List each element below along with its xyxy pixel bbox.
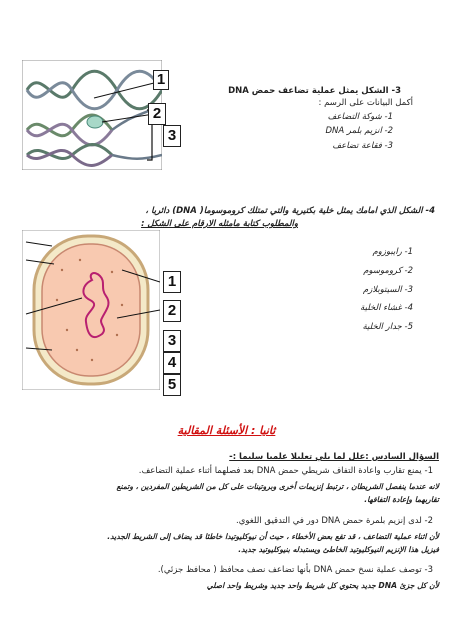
- q4-item-1: 1- رايبوزوم: [372, 247, 413, 257]
- q3-item-2: 2- انزيم بلمر DNA: [325, 126, 393, 136]
- q4-line-2: والمطلوب كتابة مامثله الارقام على الشكل :: [141, 219, 298, 229]
- q4-item-2: 2- كروموسوم: [363, 266, 413, 276]
- section2-title: ثانيا : الأسئلة المقالية: [177, 424, 276, 437]
- dna-helix-drawing: [22, 60, 162, 170]
- figure2-label-4: 4: [163, 352, 181, 374]
- figure1-label-3: 3: [163, 125, 181, 147]
- q3-item-3: 3- فقاعة تضاعف: [332, 141, 393, 151]
- figure2-label-2: 2: [163, 300, 181, 322]
- essay-q3-text: 3- توصف عملية نسخ حمض DNA بأنها تضاعف نصف محافظ ( محافظ جزئي).: [157, 565, 433, 575]
- q3-instruction: أكمل البيانات على الرسم :: [318, 98, 413, 108]
- essay-q3-answer-1: لأن كل جزئ DNA جديد يحتوي كل شريط واحد جديد وشريط واحد اصلي: [206, 581, 439, 590]
- q4-item-5: 5- جدار الخلية: [362, 322, 413, 332]
- q4-item-3: 3- السيتوبلازم: [362, 285, 413, 295]
- essay-q1-answer-2: تقاربهما وإعادة التفافها.: [364, 495, 439, 504]
- figure2-label-5: 5: [163, 374, 181, 396]
- essay-q2-text: 2- لدى إنزيم بلمرة حمض DNA دور في التدقيق اللغوي.: [236, 516, 433, 526]
- q3-heading: 3- الشكل يمثل عملية تضاعف حمض DNA: [228, 86, 401, 96]
- question6-heading: السؤال السادس :علل لما يلي تعليلا علميا سليما :-: [229, 452, 439, 462]
- q4-item-4: 4- غشاء الخلية: [360, 303, 413, 313]
- figure1-label-2: 2: [148, 103, 166, 125]
- essay-q2-answer-1: لأن اثناء عملية التضاعف ، قد تقع بعض الأخطاء ، حيث أن نيوكليوتيدا خاطئا قد يضاف إلى الشريط الجديد.: [107, 532, 439, 541]
- figure2-label-3: 3: [163, 330, 181, 352]
- figure2-label-1: 1: [163, 271, 181, 293]
- dna-replication-figure: [22, 60, 162, 170]
- bacterial-cell-figure: [22, 230, 160, 390]
- q4-line-1: 4- الشكل الذي امامك يمثل خلية بكتيرية والتي تمتلك كروموسوما( DNA) دائريا ،: [145, 206, 435, 216]
- essay-q1-text: 1- يمنع تقارب واعادة التفاف شريطي حمض DNA بعد فصلهما أثناء عملية التضاعف.: [138, 466, 433, 476]
- essay-q2-answer-2: فيزيل هذا الإنزيم النيوكليوتيد الخاطئ ويستبدله بنيوكليوتيد جديد.: [238, 545, 439, 554]
- q3-item-1: 1- شوكة التضاعف: [327, 112, 393, 122]
- bacteria-drawing: [22, 230, 160, 390]
- figure1-label-1: 1: [153, 70, 169, 90]
- essay-q1-answer-1: لانه عندما ينفصل الشريطان ، ترتبط إنزيمات أخرى وبروتينات على كل من الشريطين المفردين ، وتمنع: [116, 482, 439, 491]
